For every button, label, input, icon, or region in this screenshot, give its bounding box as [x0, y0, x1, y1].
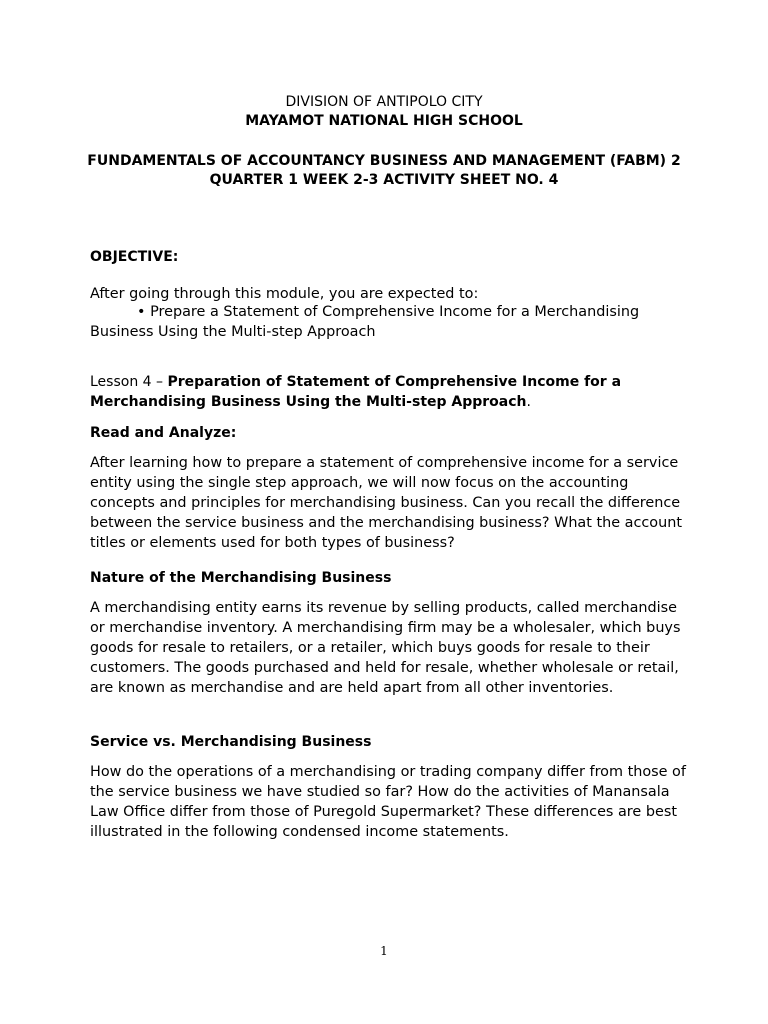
lesson-prefix: Lesson 4 – [90, 374, 168, 390]
subject-title: FUNDAMENTALS OF ACCOUNTANCY BUSINESS AND MANAGEMENT (FABM) 2 [87, 153, 681, 169]
read-analyze-paragraph: After learning how to prepare a statement of comprehensive income for a service entity using the single step approach, we will now focus on the accounting concepts and principles for merchandising business. Can you recall the difference between the service business and the merchandising business? What the account titles or elements used for both types of business? [90, 455, 682, 551]
service-vs-merchandising-paragraph: How do the operations of a merchandising or trading company differ from those of the service business we have studied so far? How do the activities of Manansala Law Office differ from those of Puregold Supermarket? These differences are best illustrated in the following condensed income statements. [90, 764, 686, 840]
lesson-title [90, 372, 690, 412]
school-name: MAYAMOT NATIONAL HIGH SCHOOL [245, 113, 523, 129]
objective-bullet [90, 302, 690, 342]
lesson-suffix: . [526, 394, 531, 410]
service-vs-merchandising-heading: Service vs. Merchandising Business [90, 734, 372, 750]
objective-intro: After going through this module, you are expected to: [90, 286, 479, 302]
division-name: DIVISION OF ANTIPOLO CITY [285, 94, 483, 110]
nature-paragraph: A merchandising entity earns its revenue by selling products, called merchandise or merchandise inventory. A merchandising firm may be a wholesaler, which buys goods for resale to retailers, or a retailer, which buys goods for resale to their customers. The goods purchased and held for resale, whether wholesale or retail, are known as merchandise and are held apart from all other inventories. [90, 600, 681, 696]
bullet-icon: • [137, 304, 146, 320]
objective-bullet-text: Prepare a Statement of Comprehensive Income for a Merchandising Business Using the Multi-step Approach [90, 304, 640, 340]
activity-sheet-title: QUARTER 1 WEEK 2-3 ACTIVITY SHEET NO. 4 [209, 172, 559, 188]
read-analyze-heading: Read and Analyze: [90, 425, 237, 441]
lesson-title-text: Preparation of Statement of Comprehensive Income for a Merchandising Business Using the Multi-step Approach [90, 374, 622, 410]
page-number: 1 [380, 944, 388, 958]
nature-heading: Nature of the Merchandising Business [90, 570, 392, 586]
objective-heading: OBJECTIVE: [90, 249, 179, 265]
